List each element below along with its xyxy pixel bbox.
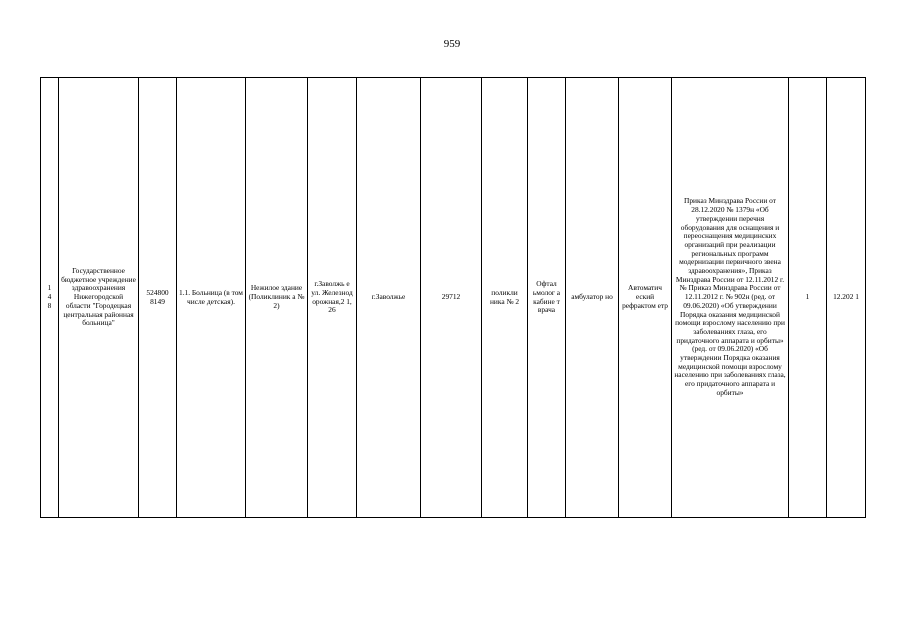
address-cell: г.Заволжь е ул. Железнод орожная,2 1, 26 xyxy=(308,78,357,518)
department-cell: поликли ника № 2 xyxy=(482,78,528,518)
date-cell: 12.202 1 xyxy=(827,78,866,518)
building-cell: Нежилое здание (Поликлиник а № 2) xyxy=(246,78,308,518)
code-cell: 29712 xyxy=(421,78,482,518)
care-type-cell: амбулатор но xyxy=(566,78,619,518)
locality-cell: г.Заволжье xyxy=(357,78,421,518)
equipment-table xyxy=(40,77,866,518)
equipment-cell: Автоматич еский рефрактом етр xyxy=(619,78,672,518)
row-index-cell: 1 4 8 xyxy=(41,78,59,518)
quantity-cell: 1 xyxy=(789,78,827,518)
table-row xyxy=(41,78,866,518)
page-number: 959 xyxy=(443,38,461,50)
organization-cell: Государственное бюджетное учреждение здравоохранения Нижегородской области "Городецкая центральная районная больница" xyxy=(59,78,139,518)
room-cell: Офтал ьмолог а кабине т врача xyxy=(528,78,566,518)
basis-cell: Приказ Минздрава России от 28.12.2020 № 1379н «Об утверждении перечня оборудования для оснащения и переоснащения медицинских организаций при реализации региональных программ модернизации первичного звена здравоохранения», Приказ Минздрава России от 12.11.2012 г. № Приказ Минздрава России от 12.11.2012 г. № 902н (ред. от 09.06.2020) «Об утверждении Порядка оказания медицинской помощи взрослому населению при заболеваниях глаза, его придаточного аппарата и орбиты» (ред. от 09.06.2020) «Об утверждении Порядка оказания медицинской помощи взрослому населению при заболеваниях глаза, его придаточного аппарата и орбиты» xyxy=(672,78,789,518)
facility-type-cell: 1.1. Больница (в том числе детская). xyxy=(177,78,246,518)
inn-cell: 524800 8149 xyxy=(139,78,177,518)
